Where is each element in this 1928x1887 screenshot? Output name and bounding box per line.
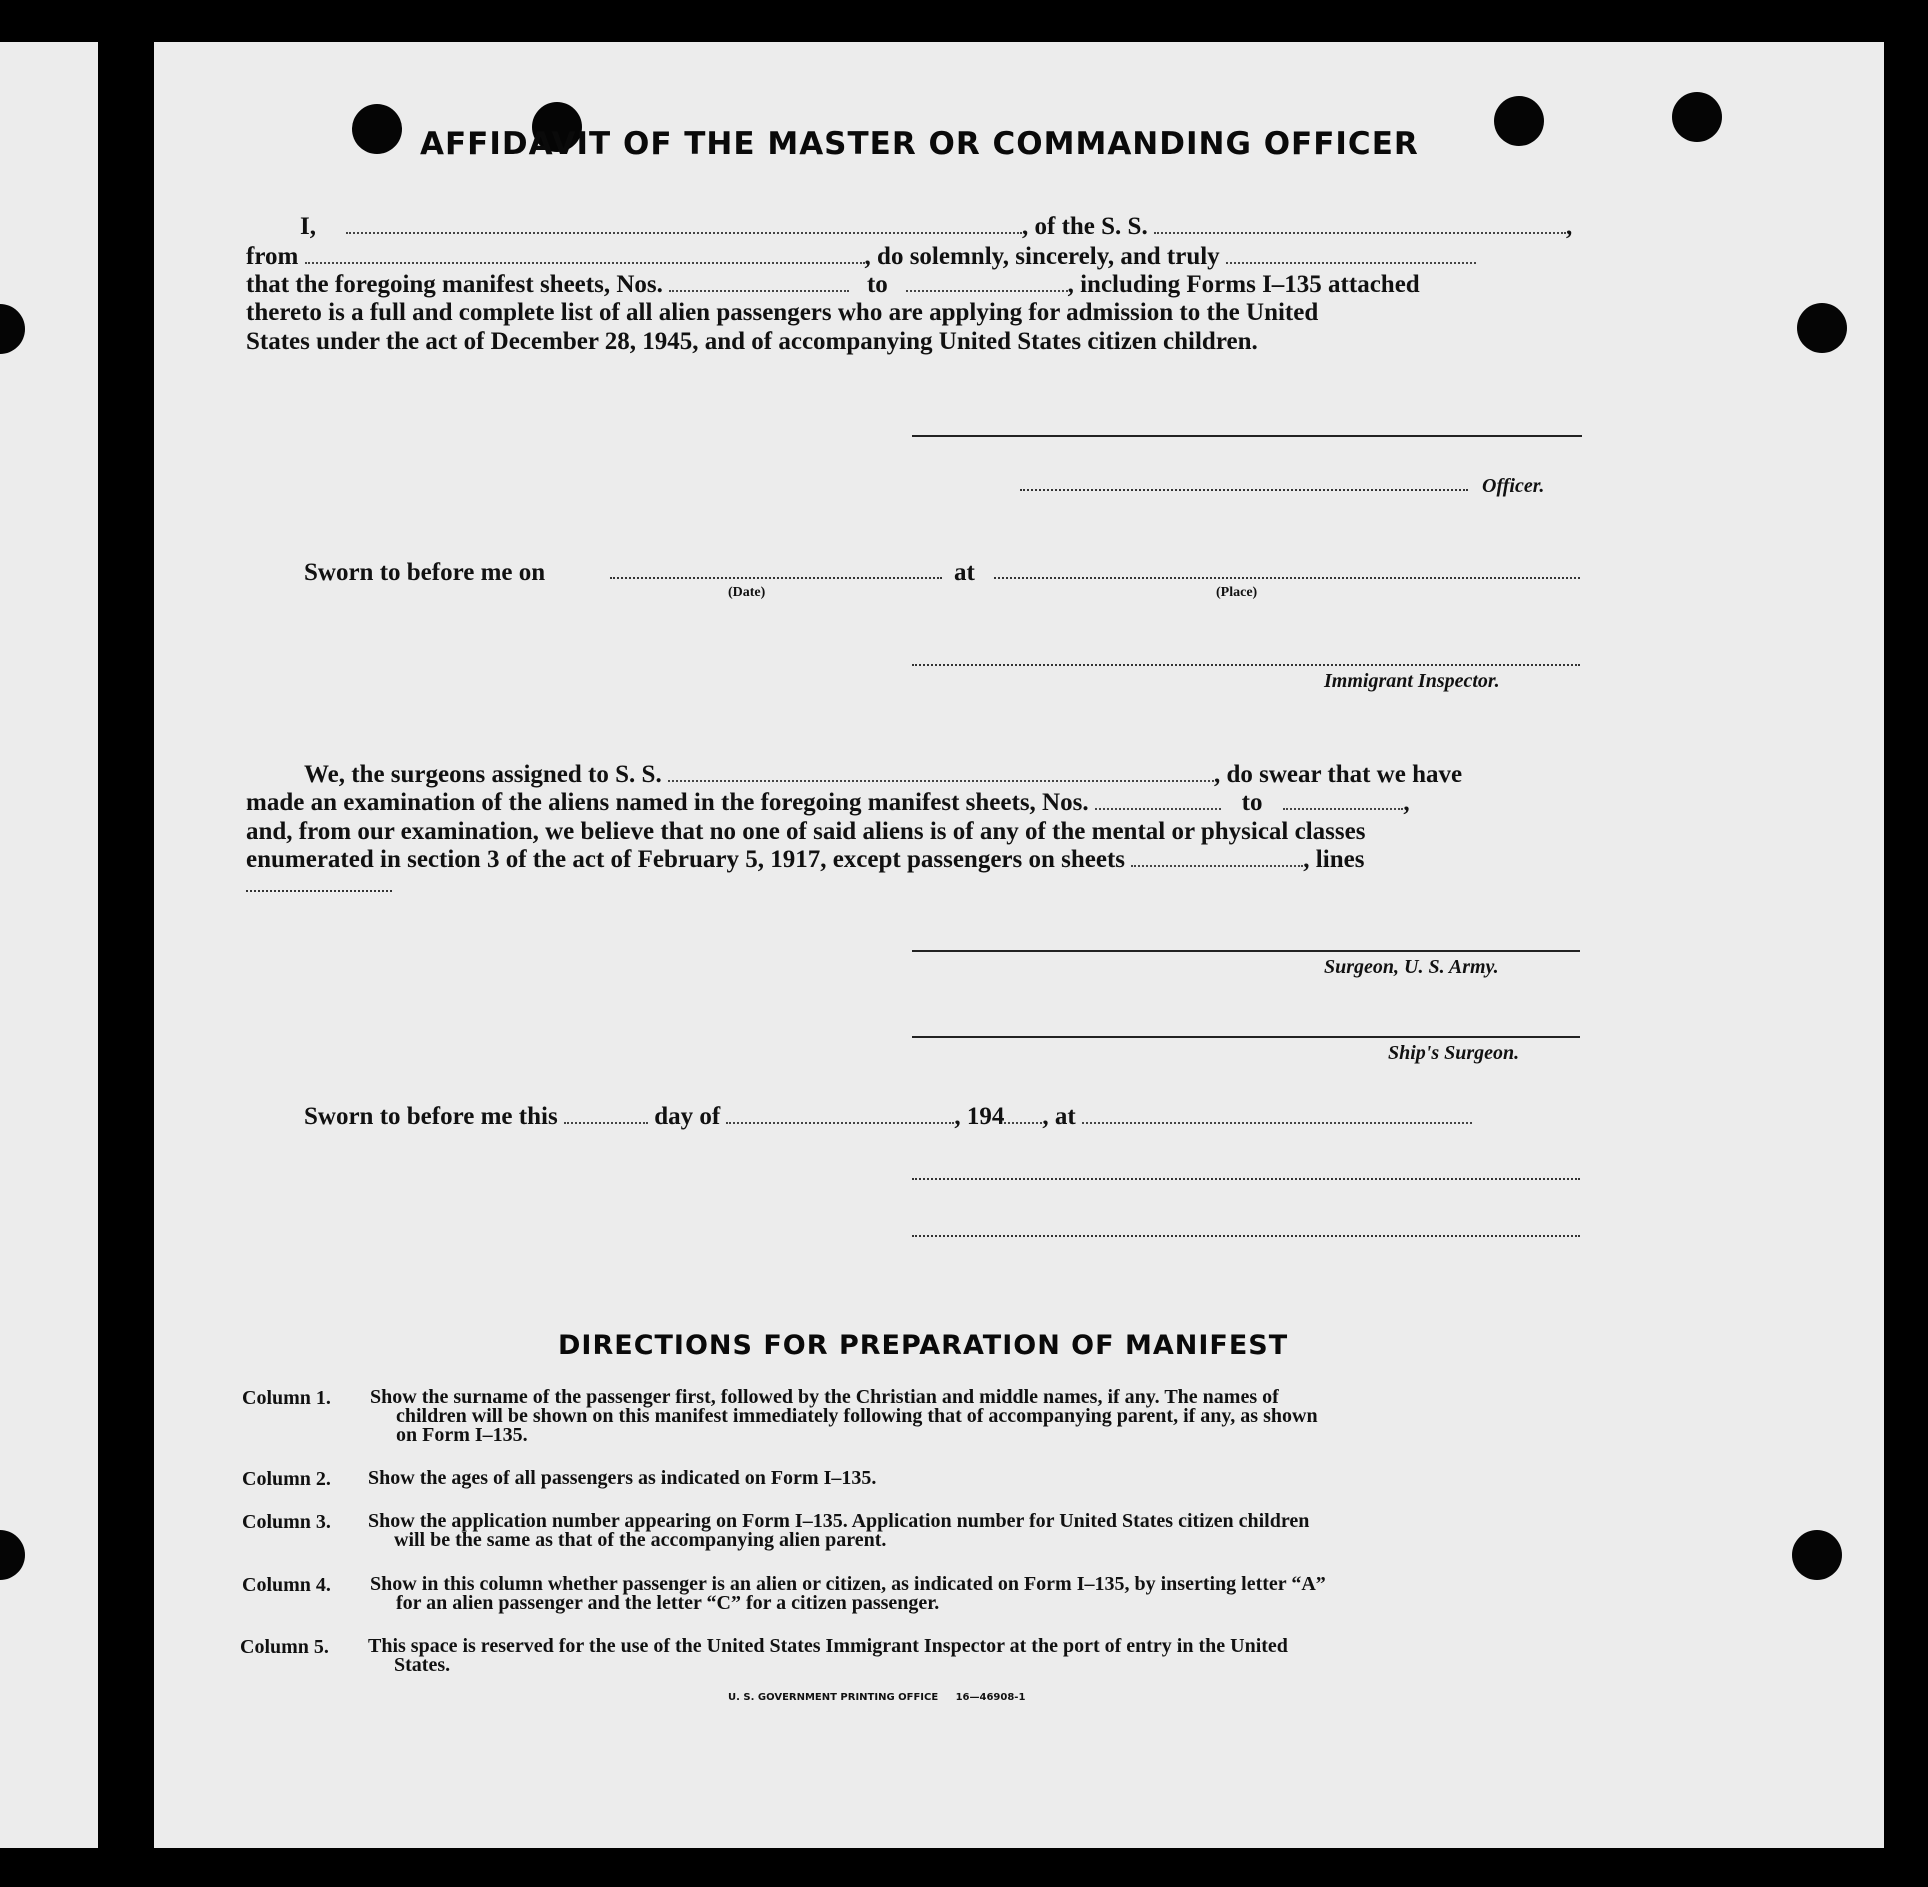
except-sheets-field[interactable] [1131,845,1303,867]
port-from-field[interactable] [305,242,865,264]
column-4-line-2: for an alien passenger and the letter “C” for a citizen passenger. [396,1592,940,1614]
inspector-signature-line[interactable] [912,664,1580,666]
affidavit-line-5: States under the act of December 28, 1945, and of accompanying United States citizen children. [246,328,1258,355]
comma: , [1565,213,1573,240]
army-surgeon-signature-line[interactable] [912,950,1580,952]
column-5-text [368,1637,1598,1675]
officer-title-line[interactable] [1020,489,1468,491]
punch-hole [1792,1530,1842,1580]
sheet-from-field[interactable] [669,270,849,292]
sworn-this-line [304,1102,1472,1131]
page-title: AFFIDAVIT OF THE MASTER OR COMMANDING OFFICER [420,126,1419,162]
column-1-line-1: Show the surname of the passenger first, followed by the Christian and middle names, if any. The names of [370,1386,1279,1408]
column-5-line-2: States. [394,1654,451,1676]
label-sworn-this: Sworn to before me this [304,1103,558,1130]
affidavit-line-2 [246,242,1476,271]
surgeons-line-2 [246,788,1410,817]
column-4-line-1: Show in this column whether passenger is an alien or citizen, as indicated on Form I–135, by inserting letter “A” [370,1573,1326,1595]
punch-hole [1672,92,1722,142]
affidavit-line-4: thereto is a full and complete list of all alien passengers who are applying for admission to the United [246,299,1319,326]
exam-sheet-to-field[interactable] [1283,788,1403,810]
master-name-field[interactable] [346,212,1022,234]
punch-hole [352,104,402,154]
label-except-sheets: enumerated in section 3 of the act of February 5, 1917, except passengers on sheets [246,846,1126,873]
column-1-text [370,1388,1600,1445]
sworn-before-label: Sworn to before me on [304,559,546,586]
label-from: from [246,243,299,270]
column-1-label: Column 1. [242,1387,331,1409]
affidavit-line-3 [246,270,1420,299]
column-2-line-1: Show the ages of all passengers as indicated on Form I–135. [368,1467,877,1489]
label-examination: made an examination of the aliens named in the foregoing manifest sheets, Nos. [246,789,1089,816]
column-1-line-3: on Form I–135. [396,1424,528,1446]
label-to: to [866,271,888,298]
column-3-line-1: Show the application number appearing on Form I–135. Application number for United States citizen children [368,1510,1310,1532]
affirmation-field[interactable] [1226,242,1476,264]
sheet-to-field[interactable] [906,270,1068,292]
label-solemnly: , do solemnly, sincerely, and truly [864,243,1220,270]
label-swear: , do swear that we have [1213,761,1463,788]
label-day-of: day of [654,1103,721,1130]
printing-office-footer: U. S. GOVERNMENT PRINTING OFFICE 16—46908-1 [728,1692,1026,1703]
exam-sheet-from-field[interactable] [1095,788,1221,810]
label-including: , including Forms I–135 attached [1067,271,1420,298]
punch-hole [1494,96,1544,146]
label-at: , at [1042,1103,1076,1130]
label-to: to [1241,789,1263,816]
comma: , [1403,789,1410,816]
label-i: I, [300,213,316,240]
place-caption: (Place) [1216,585,1258,600]
sworn2-place-field[interactable] [1082,1102,1472,1124]
affidavit-line-1 [300,212,1572,241]
sworn-place-field[interactable] [994,577,1580,579]
column-3-label: Column 3. [242,1511,331,1533]
sworn-month-field[interactable] [726,1102,954,1124]
ship-surgeon-label: Ship's Surgeon. [1388,1042,1520,1064]
ship-surgeon-signature-line[interactable] [912,1036,1580,1038]
column-4-label: Column 4. [242,1574,331,1596]
ship-name-field[interactable] [1154,212,1566,234]
surgeons-line-1 [304,760,1462,789]
label-surgeons: We, the surgeons assigned to S. S. [304,761,662,788]
label-manifest-sheets: that the foregoing manifest sheets, Nos. [246,271,663,298]
sworn-year-field[interactable] [1004,1102,1042,1124]
sworn-date-field[interactable] [610,577,942,579]
master-signature-line[interactable] [912,435,1582,437]
column-4-text [370,1575,1600,1613]
punch-hole [1797,303,1847,353]
officer-label: Officer. [1482,475,1545,497]
label-at: at [954,559,975,586]
column-2-label: Column 2. [242,1468,331,1490]
surgeon-ship-field[interactable] [668,760,1214,782]
column-2-text [368,1469,1598,1488]
inspector-label: Immigrant Inspector. [1324,670,1500,692]
label-lines: , lines [1303,846,1365,873]
surgeons-line-3: and, from our examination, we believe that no one of said aliens is of any of the mental or physical classes [246,818,1366,845]
surgeons-line-4 [246,845,1364,874]
label-year: , 194 [954,1103,1005,1130]
column-5-line-1: This space is reserved for the use of the United States Immigrant Inspector at the port of entry in the United [368,1635,1288,1657]
directions-heading: DIRECTIONS FOR PREPARATION OF MANIFEST [558,1330,1289,1361]
army-surgeon-label: Surgeon, U. S. Army. [1324,956,1499,978]
sworn-day-field[interactable] [564,1102,648,1124]
date-caption: (Date) [728,585,766,600]
column-3-text [368,1512,1598,1550]
sworn2-signature-line-2[interactable] [912,1235,1580,1237]
label-of-ss: , of the S. S. [1022,213,1148,240]
column-5-label: Column 5. [240,1636,329,1658]
sworn2-signature-line-1[interactable] [912,1178,1580,1180]
column-3-line-2: will be the same as that of the accompanying alien parent. [394,1529,887,1551]
except-lines-field[interactable] [246,890,392,892]
document-page [154,42,1884,1848]
column-1-line-2: children will be shown on this manifest immediately following that of accompanying parent, if any, as shown [396,1405,1318,1427]
